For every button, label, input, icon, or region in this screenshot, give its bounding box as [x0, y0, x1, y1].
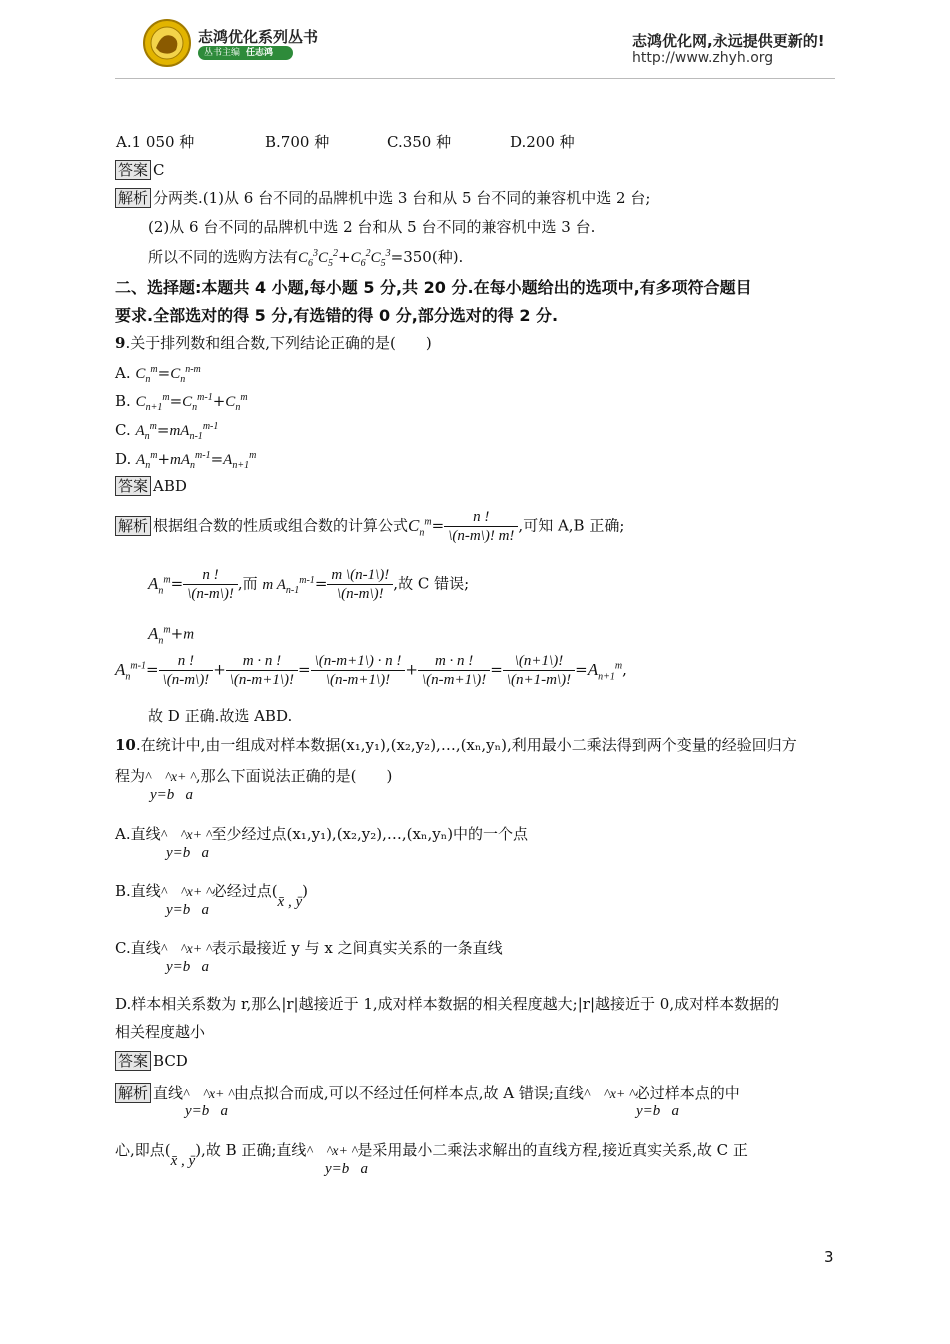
q8-option-a: A.1 050 种 — [116, 133, 195, 151]
header-url[interactable]: http://www.zhyh.org — [632, 50, 774, 66]
section2-heading-line1: 二、选择题:本题共 4 小题,每小题 5 分,共 20 分.在每小题给出的选项中,有多项符合题目 — [115, 278, 752, 297]
analysis-tag: 解析 — [115, 188, 151, 208]
q8-option-d: D.200 种 — [510, 133, 575, 151]
q10-stem-line1: 10.在统计中,由一组成对样本数据(x₁,y₁),(x₂,y₂),…,(xₙ,yₙ),利用最小二乘法得到两个变量的经验回归方 — [115, 736, 797, 754]
q10-analysis-eq2: y=b a — [636, 1103, 680, 1119]
q10-analysis-line2: 心,即点(x̄ , ȳ),故 B 正确;直线^ ^x+ ^是采用最小二乘法求解出的直线方程,接近真实关系,故 C 正 — [115, 1141, 748, 1169]
q9-option-c: C. $A_n^m=mA_{n-1}^{m-1}$ — [115, 421, 219, 442]
publisher-logo — [142, 18, 192, 68]
q10-option-d-line1: D.样本相关系数为 r,那么|r|越接近于 1,成对样本数据的相关程度越大;|r|越接近于 0,成对样本数据的 — [115, 995, 780, 1013]
q9-analysis-line1: 解析 根据组合数的性质或组合数的计算公式$C_n^m=$ $\frac{n !}{\backslash(n-m\backslash)! m!}$ ,可知 A,B 正确; — [115, 508, 624, 545]
q10-regression-eq: y=b a — [150, 787, 194, 803]
q10-option-a-eq: y=b a — [166, 845, 210, 861]
q9-answer: 答案 ABD — [115, 476, 187, 496]
q10-option-d-line2: 相关程度越小 — [115, 1023, 206, 1041]
header-divider — [115, 78, 835, 79]
q9-conclusion: 故 D 正确.故选 ABD. — [148, 707, 293, 725]
series-title: 志鸿优化系列丛书 — [198, 28, 319, 46]
q9-analysis-line2: $A_n^m=$ $\frac{n !}{\backslash(n-m\backslash)!}$ ,而 m $A_{n-1}^{m-1}=$ $\frac{m \backslash(n-1\backslash)!}{\backslash(n-m\backslash)!}$ ,故 C 错误; — [148, 567, 470, 602]
editor-badge: 丛书主编 任志鸿 — [198, 46, 293, 60]
q9-option-d: D. $A_n^m+mA_n^{m-1}=A_{n+1}^m$ — [115, 450, 257, 471]
q8-analysis-line2: (2)从 6 台不同的品牌机中选 2 台和从 5 台不同的兼容机中选 3 台. — [148, 218, 596, 236]
page-number: 3 — [824, 1248, 834, 1266]
q10-option-b: B.直线^ ^x+ ^必经过点(x̄ , ȳ) — [115, 882, 308, 910]
q9-option-b: B. $C_{n+1}^m=C_n^{m-1}+C_n^m$ — [115, 392, 248, 413]
q10-option-a: A.直线^ ^x+ ^至少经过点(x₁,y₁),(x₂,y₂),…,(xₙ,yₙ)中的一个点 — [115, 825, 529, 843]
q10-analysis-eq3: y=b a — [325, 1161, 369, 1177]
q8-analysis-line1: 解析 分两类.(1)从 6 台不同的品牌机中选 3 台和从 5 台不同的兼容机中选 2 台; — [115, 188, 650, 208]
q8-option-c: C.350 种 — [387, 133, 452, 151]
q8-answer: 答案 C — [115, 160, 165, 180]
q10-option-b-eq: y=b a — [166, 902, 210, 918]
q10-analysis-eq1: y=b a — [185, 1103, 229, 1119]
q8-option-b: B.700 种 — [265, 133, 330, 151]
q10-option-c-eq: y=b a — [166, 959, 210, 975]
section2-heading-line2: 要求.全部选对的得 5 分,有选错的得 0 分,部分选对的得 2 分. — [115, 306, 559, 325]
q10-stem-line2: 程为^ ^x+ ^,那么下面说法正确的是( ) — [115, 767, 393, 785]
q9-analysis-line3: $A_n^m+m$ — [148, 623, 195, 647]
q10-answer: 答案 BCD — [115, 1051, 188, 1071]
q8-analysis-line3: 所以不同的选购方法有$C_6^3C_5^2+C_6^2C_5^3=350$(种). — [148, 248, 464, 269]
q9-analysis-line4: $A_n^{m-1}=$ $\frac{n !}{\backslash(n-m\backslash)!}$ + $\frac{m \cdot n !}{\backslash(n-m+1\backslash)!}$ = $\frac{\backslash(n-m+1\backslash) \cdot n !}{\backslash(n-m+1\backslash)!}$ + $\frac{m \cdot n !}{\backslash(n-m+1\backslash)!}$ = $\frac{\backslash(n+1\backslash)!}{\backslash(n+1-m\backslash)!}$ $=A_{n+1}^m$, — [115, 653, 627, 688]
q10-analysis-line1: 解析 直线^ ^x+ ^由点拟合而成,可以不经过任何样本点,故 A 错误;直线^ ^x+ ^必过样本点的中 — [115, 1083, 740, 1105]
q9-option-a: A. $C_n^m=C_n^{n-m}$ — [115, 364, 201, 385]
q9-stem: 9.关于排列数和组合数,下列结论正确的是( ) — [115, 334, 432, 352]
header-slogan: 志鸿优化网,永远提供更新的! — [632, 32, 825, 50]
q10-option-c: C.直线^ ^x+ ^表示最接近 y 与 x 之间真实关系的一条直线 — [115, 939, 503, 957]
answer-tag: 答案 — [115, 160, 151, 180]
